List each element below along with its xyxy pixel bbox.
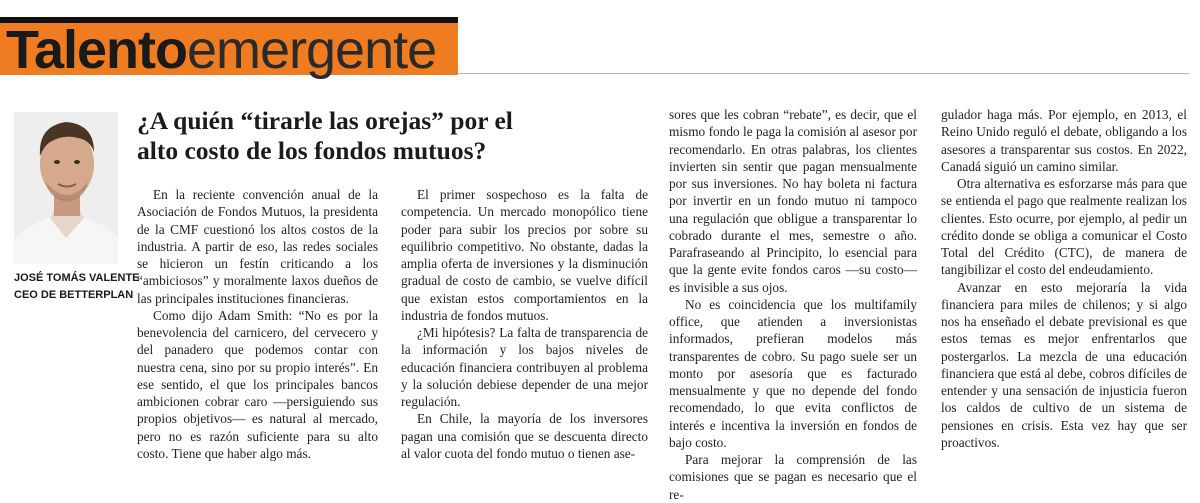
article-column-3 <box>669 106 917 503</box>
paragraph: ¿Mi hipótesis? La falta de transparencia de la información y los bajos niveles de educación financiera contribuyen al problema y la solución debiese depender de una mejor regulación. <box>401 325 648 409</box>
banner-divider <box>458 73 1190 74</box>
paragraph: Avanzar en esto mejoraría la vida financiera para miles de chilenos; y si algo nos ha enseñado el debate previsional es que estos temas es mejor enfrentarlos que postergarlos. La mezcla de una educación financiera que está al debe, cobros difíciles de entender y una sensación de injusticia fueron los caldos de cultivo de un sistema de pensiones en crisis. Esta vez hay que ser proactivos. <box>941 279 1187 450</box>
author-name: JOSÉ TOMÁS VALENTE <box>14 272 140 284</box>
author-photo <box>14 112 118 264</box>
article-column-4 <box>941 106 1187 451</box>
section-title <box>6 18 436 82</box>
author-portrait-illustration <box>14 112 118 264</box>
paragraph: Otra alternativa es esforzarse más para que se entienda el pago que realmente realizan los clientes. Esto ocurre, por ejemplo, al pedir un crédito donde se obliga a comunicar el Costo Total del Crédito (CTC), de manera de tangibilizar el costo del endeudamiento. <box>941 176 1187 278</box>
section-title-light: emergente <box>187 20 437 80</box>
paragraph: sores que les cobran “rebate”, es decir, que el mismo fondo le paga la comisión al asesor por recomendarlo. En otras palabras, los clientes invierten sin sentir que pagan mensualmente por sus inversiones. No hay boleta ni factura por invertir en un fondo mutuo ni tampoco una regulación que obligue a transparentar lo cobrado durante el mes, semestre o año. Parafraseando al Principito, lo esencial para que la gente evite fondos caros —su costo— es invisible a sus ojos. <box>669 107 917 295</box>
paragraph: Como dijo Adam Smith: “No es por la benevolencia del carnicero, del cervecero y del panadero que podemos contar con nuestra cena, sino por su propio interés”. En ese sentido, el que los principales bancos ambicionen cobrar caro —persiguiendo sus propios objetivos— es natural al mercado, pero no es razón suficiente para su alto costo. Tiene que haber algo más. <box>137 307 378 461</box>
paragraph: gulador haga más. Por ejemplo, en 2013, el Reino Unido reguló el debate, obligando a los asesores a transparentar sus costos. En 2022, Canadá siguió un camino similar. <box>941 107 1187 174</box>
article-column-2 <box>401 186 648 462</box>
article-headline: ¿A quién “tirarle las orejas” por el alto costo de los fondos mutuos? <box>137 106 513 165</box>
paragraph: Para mejorar la comprensión de las comisiones que se pagan es necesario que el re- <box>669 452 917 502</box>
article-column-1 <box>137 186 378 462</box>
section-title-bold: Talento <box>6 20 187 80</box>
paragraph: El primer sospechoso es la falta de competencia. Un mercado monopólico tiene poder para subir los precios por sobre su equilibrio competitivo. No obstante, dadas la amplia oferta de inversiones y la disminución gradual de costo de cambio, se vuelve difícil que existan estos comportamientos en la industria de fondos mutuos. <box>401 187 648 323</box>
paragraph: No es coincidencia que los multifamily office, que atienden a inversionistas informados, prefieran modelos más transparentes de cobro. Su pago suele ser un monto por asesoría que es facturado mensualmente y que no depende del fondo recomendado, lo que evita conflictos de interés e incentiva la inversión en fondos de bajo costo. <box>669 296 917 450</box>
author-role: CEO DE BETTERPLAN <box>14 289 134 301</box>
paragraph: En la reciente convención anual de la Asociación de Fondos Mutuos, la presidenta de la CMF cuestionó los altos costos de la industria. A partir de eso, las redes sociales se hicieron un festín criticando a los “ambiciosos” y moralmente laxos dueños de las principales instituciones financieras. <box>137 187 378 306</box>
paragraph: En Chile, la mayoría de los inversores pagan una comisión que se descuenta directo al valor cuota del fondo mutuo o tienen ase- <box>401 411 648 461</box>
